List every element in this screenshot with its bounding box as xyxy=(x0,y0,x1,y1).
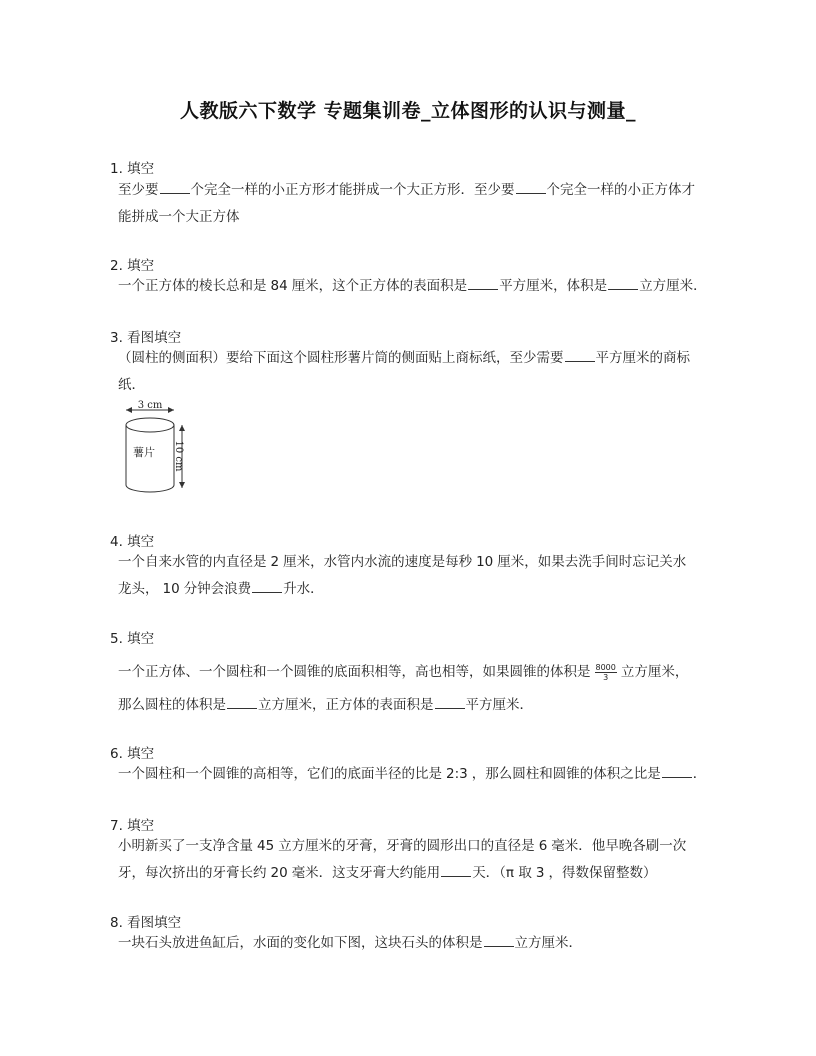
answer-blank[interactable] xyxy=(516,179,546,194)
q7-text-a: 小明新买了一支净含量 xyxy=(118,838,253,854)
arrow-up-icon xyxy=(179,425,185,431)
height-label: 10 cm xyxy=(173,440,184,472)
q2-text-d: 立方厘米． xyxy=(639,278,707,294)
q7-number: 20 xyxy=(270,865,288,881)
q3-text-b: 平方厘米的商标 xyxy=(595,350,690,366)
q5-text-d: 立方厘米，正方体的表面积是 xyxy=(258,697,434,713)
q2-number: 84 xyxy=(270,278,288,294)
fraction xyxy=(595,663,617,682)
answer-blank[interactable] xyxy=(608,275,638,290)
question-7-text xyxy=(118,833,728,887)
question-4-text xyxy=(118,549,728,603)
question-3-text xyxy=(118,345,728,399)
q5-text-c: 那么圆柱的体积是 xyxy=(118,697,226,713)
q7-text-g: ，得数保留整数） xyxy=(548,865,657,881)
chip-can-figure xyxy=(112,400,192,498)
question-2-text xyxy=(118,273,728,300)
question-8-text xyxy=(118,930,728,957)
page-title: 人教版六下数学 专题集训卷_立体图形的认识与测量_ xyxy=(179,100,637,122)
q8-text-a: 一块石头放进鱼缸后，水面的变化如下图，这块石头的体积是 xyxy=(118,935,483,951)
q4-text-a: 一个自来水管的内直径是 xyxy=(118,554,267,570)
cylinder-top xyxy=(126,418,174,432)
question-6-heading: 6. 填空 xyxy=(110,746,155,762)
q6-text-c: ． xyxy=(692,766,707,782)
arrow-right-icon xyxy=(168,407,174,413)
question-1-text xyxy=(118,177,728,231)
q2-text-c: 平方厘米，体积是 xyxy=(499,278,608,294)
answer-blank[interactable] xyxy=(160,179,190,194)
answer-blank[interactable] xyxy=(227,694,257,709)
q4-text-f: 升水． xyxy=(283,581,324,597)
answer-blank[interactable] xyxy=(484,932,514,947)
q5-text-a: 一个正方体、一个圆柱和一个圆锥的底面积相等，高也相等，如果圆锥的体积是 xyxy=(118,664,591,680)
q6-text-b: ，那么圆柱和圆锥的体积之比是 xyxy=(471,766,661,782)
q8-text-b: 立方厘米． xyxy=(514,935,582,951)
width-label: 3 cm xyxy=(137,400,163,411)
q2-text-a: 一个正方体的棱长总和是 xyxy=(118,278,267,294)
fraction-denominator: 3 xyxy=(603,672,609,682)
q1-text-d: 能拼成一个大正方体 xyxy=(118,209,240,225)
question-6-text xyxy=(118,761,728,788)
q2-text-b: 厘米，这个正方体的表面积是 xyxy=(291,278,468,294)
q4-text-c: 厘米，如果去洗手间时忘记关水 xyxy=(497,554,687,570)
answer-blank[interactable] xyxy=(468,275,498,290)
q7-text-b: 立方厘米的牙膏，牙膏的圆形出口的直径是 xyxy=(278,838,535,854)
question-2-heading: 2. 填空 xyxy=(110,258,155,274)
question-4-heading: 4. 填空 xyxy=(110,534,155,550)
answer-blank[interactable] xyxy=(252,578,282,593)
answer-blank[interactable] xyxy=(435,694,465,709)
question-3-heading: 3. 看图填空 xyxy=(110,330,182,346)
q5-text-b: 立方厘米， xyxy=(620,664,689,680)
q6-text-a: 一个圆柱和一个圆锥的高相等，它们的底面半径的比是 xyxy=(118,766,442,782)
q3-text-a: （圆柱的侧面积）要给下面这个圆柱形薯片筒的侧面贴上商标纸，至少需要 xyxy=(118,350,564,366)
answer-blank[interactable] xyxy=(441,862,471,877)
q7-text-d: 牙，每次挤出的牙膏长约 xyxy=(118,865,267,881)
q6-ratio: 2:3 xyxy=(446,766,468,782)
answer-blank[interactable] xyxy=(565,347,595,362)
q1-text-a: 至少要 xyxy=(118,182,159,198)
q4-text-b: 厘米，水管内水流的速度是每秒 xyxy=(283,554,473,570)
q7-text-c: 毫米．他早晚各刷一次 xyxy=(551,838,687,854)
q7-text-e: 毫米．这支牙膏大约能用 xyxy=(291,865,441,881)
question-5-text xyxy=(118,656,728,722)
question-7-heading: 7. 填空 xyxy=(110,818,155,834)
question-5-heading: 5. 填空 xyxy=(110,631,155,647)
fraction-numerator: 8000 xyxy=(595,662,616,672)
q4-number: 10 xyxy=(476,554,494,570)
q7-number: 45 xyxy=(257,838,275,854)
question-8-heading: 8. 看图填空 xyxy=(110,915,182,931)
q4-text-d: 龙头， xyxy=(118,581,159,597)
q3-text-c: 纸． xyxy=(118,377,145,393)
q4-number: 10 xyxy=(162,581,180,597)
q4-text-e: 分钟会浪费 xyxy=(183,581,252,597)
answer-blank[interactable] xyxy=(662,763,692,778)
can-label: 薯片 xyxy=(133,446,155,459)
q7-text-f: 天．（π 取 xyxy=(472,865,532,881)
question-1-heading: 1. 填空 xyxy=(110,161,155,177)
arrow-left-icon xyxy=(126,407,132,413)
cylinder-bottom xyxy=(126,485,174,492)
q7-number: 3 xyxy=(535,865,545,881)
q1-text-c: 个完全一样的小正方体才 xyxy=(546,182,695,198)
q4-number: 2 xyxy=(270,554,280,570)
q1-text-b: 个完全一样的小正方形才能拼成一个大正方形．至少要 xyxy=(190,182,515,198)
arrow-down-icon xyxy=(179,482,185,488)
q7-number: 6 xyxy=(538,838,548,854)
q5-text-e: 平方厘米． xyxy=(465,697,533,713)
